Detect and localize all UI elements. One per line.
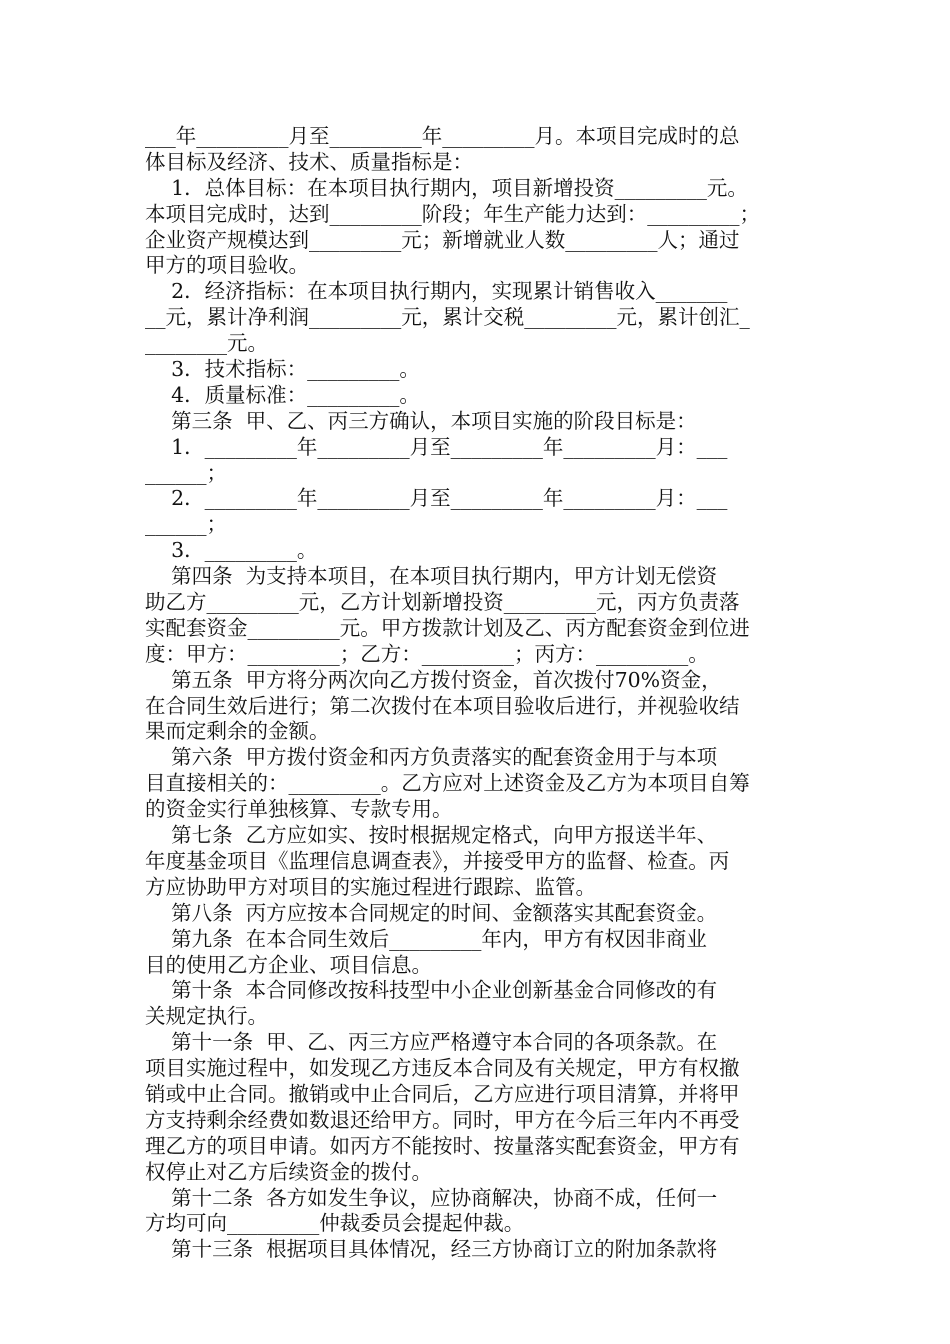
text-line: 第六条 甲方拨付资金和丙方负责落实的配套资金用于与本项 — [145, 745, 718, 770]
text-line: __元，累计净利润_________元，累计交税_________元，累计创汇_ — [145, 305, 750, 330]
text-line: 第十二条 各方如发生争议，应协商解决，协商不成，任何一 — [145, 1185, 718, 1210]
text-line: 第九条 在本合同生效后_________年内，甲方有权因非商业 — [145, 926, 707, 951]
text-line: 方应协助甲方对项目的实施过程进行跟踪、监管。 — [145, 874, 596, 899]
text-line: 体目标及经济、技术、质量指标是： — [145, 149, 473, 174]
text-line: 1．_________年_________月至_________年_________月：___ — [145, 434, 728, 459]
text-line: ______； — [145, 512, 227, 537]
text-line: 的资金实行单独核算、专款专用。 — [145, 797, 453, 822]
text-line: ______； — [145, 460, 227, 485]
text-line: 理乙方的项目申请。如丙方不能按时、按量落实配套资金，甲方有 — [145, 1133, 740, 1158]
text-line: 度：甲方：_________；乙方：_________；丙方：_________。 — [145, 641, 709, 666]
text-line: 第三条 甲、乙、丙三方确认，本项目实施的阶段目标是： — [145, 408, 697, 433]
text-line: 果而定剩余的金额。 — [145, 719, 330, 744]
text-line: 2．经济指标：在本项目执行期内，实现累计销售收入_______ — [145, 279, 728, 304]
text-line: 企业资产规模达到_________元；新增就业人数_________人；通过 — [145, 227, 740, 252]
text-line: ___年_________月至_________年_________月。本项目完成时的总 — [145, 124, 740, 148]
text-line: 第十三条 根据项目具体情况，经三方协商订立的附加条款将 — [145, 1237, 718, 1262]
text-line: 3．技术指标：_________。 — [145, 357, 420, 382]
text-line: 2．_________年_________月至_________年_________月：___ — [145, 486, 728, 511]
text-line: 项目实施过程中，如发现乙方违反本合同及有关规定，甲方有权撤 — [145, 1056, 740, 1081]
text-line: 第七条 乙方应如实、按时根据规定格式，向甲方报送半年、 — [145, 823, 718, 848]
text-line: 方均可向_________仲裁委员会提起仲裁。 — [145, 1211, 525, 1236]
text-line: 实配套资金_________元。甲方拨款计划及乙、丙方配套资金到位进 — [145, 615, 750, 640]
text-line: 在合同生效后进行；第二次拨付在本项目验收后进行，并视验收结 — [145, 693, 740, 718]
text-line: 目直接相关的：_________。乙方应对上述资金及乙方为本项目自筹 — [145, 771, 750, 796]
text-line: 第五条 甲方将分两次向乙方拨付资金，首次拨付70%资金， — [145, 667, 722, 692]
text-line: ________元。 — [145, 331, 268, 356]
text-line: 目的使用乙方企业、项目信息。 — [145, 952, 432, 977]
text-line: 甲方的项目验收。 — [145, 253, 309, 278]
text-line: 3．_________。 — [145, 538, 318, 563]
text-line: 第八条 丙方应按本合同规定的时间、金额落实其配套资金。 — [145, 900, 718, 925]
text-line: 权停止对乙方后续资金的拨付。 — [145, 1159, 432, 1184]
text-line: 第四条 为支持本项目，在本项目执行期内，甲方计划无偿资 — [145, 564, 718, 589]
text-line: 第十条 本合同修改按科技型中小企业创新基金合同修改的有 — [145, 978, 718, 1003]
text-line: 本项目完成时，达到_________阶段；年生产能力达到：_________； — [145, 201, 760, 226]
text-line: 销或中止合同。撤销或中止合同后，乙方应进行项目清算，并将甲 — [145, 1081, 740, 1106]
text-line: 关规定执行。 — [145, 1004, 268, 1029]
text-line: 年度基金项目《监理信息调查表》，并接受甲方的监督、检查。丙 — [145, 848, 730, 873]
contract-text — [145, 124, 815, 1263]
text-line: 1．总体目标：在本项目执行期内，项目新增投资_________元。 — [145, 175, 748, 200]
text-line: 方支持剩余经费如数退还给甲方。同时，甲方在今后三年内不再受 — [145, 1107, 740, 1132]
text-line: 4．质量标准：_________。 — [145, 382, 420, 407]
text-line: 第十一条 甲、乙、丙三方应严格遵守本合同的各项条款。在 — [145, 1030, 718, 1055]
text-line: 助乙方_________元，乙方计划新增投资_________元，丙方负责落 — [145, 590, 740, 615]
